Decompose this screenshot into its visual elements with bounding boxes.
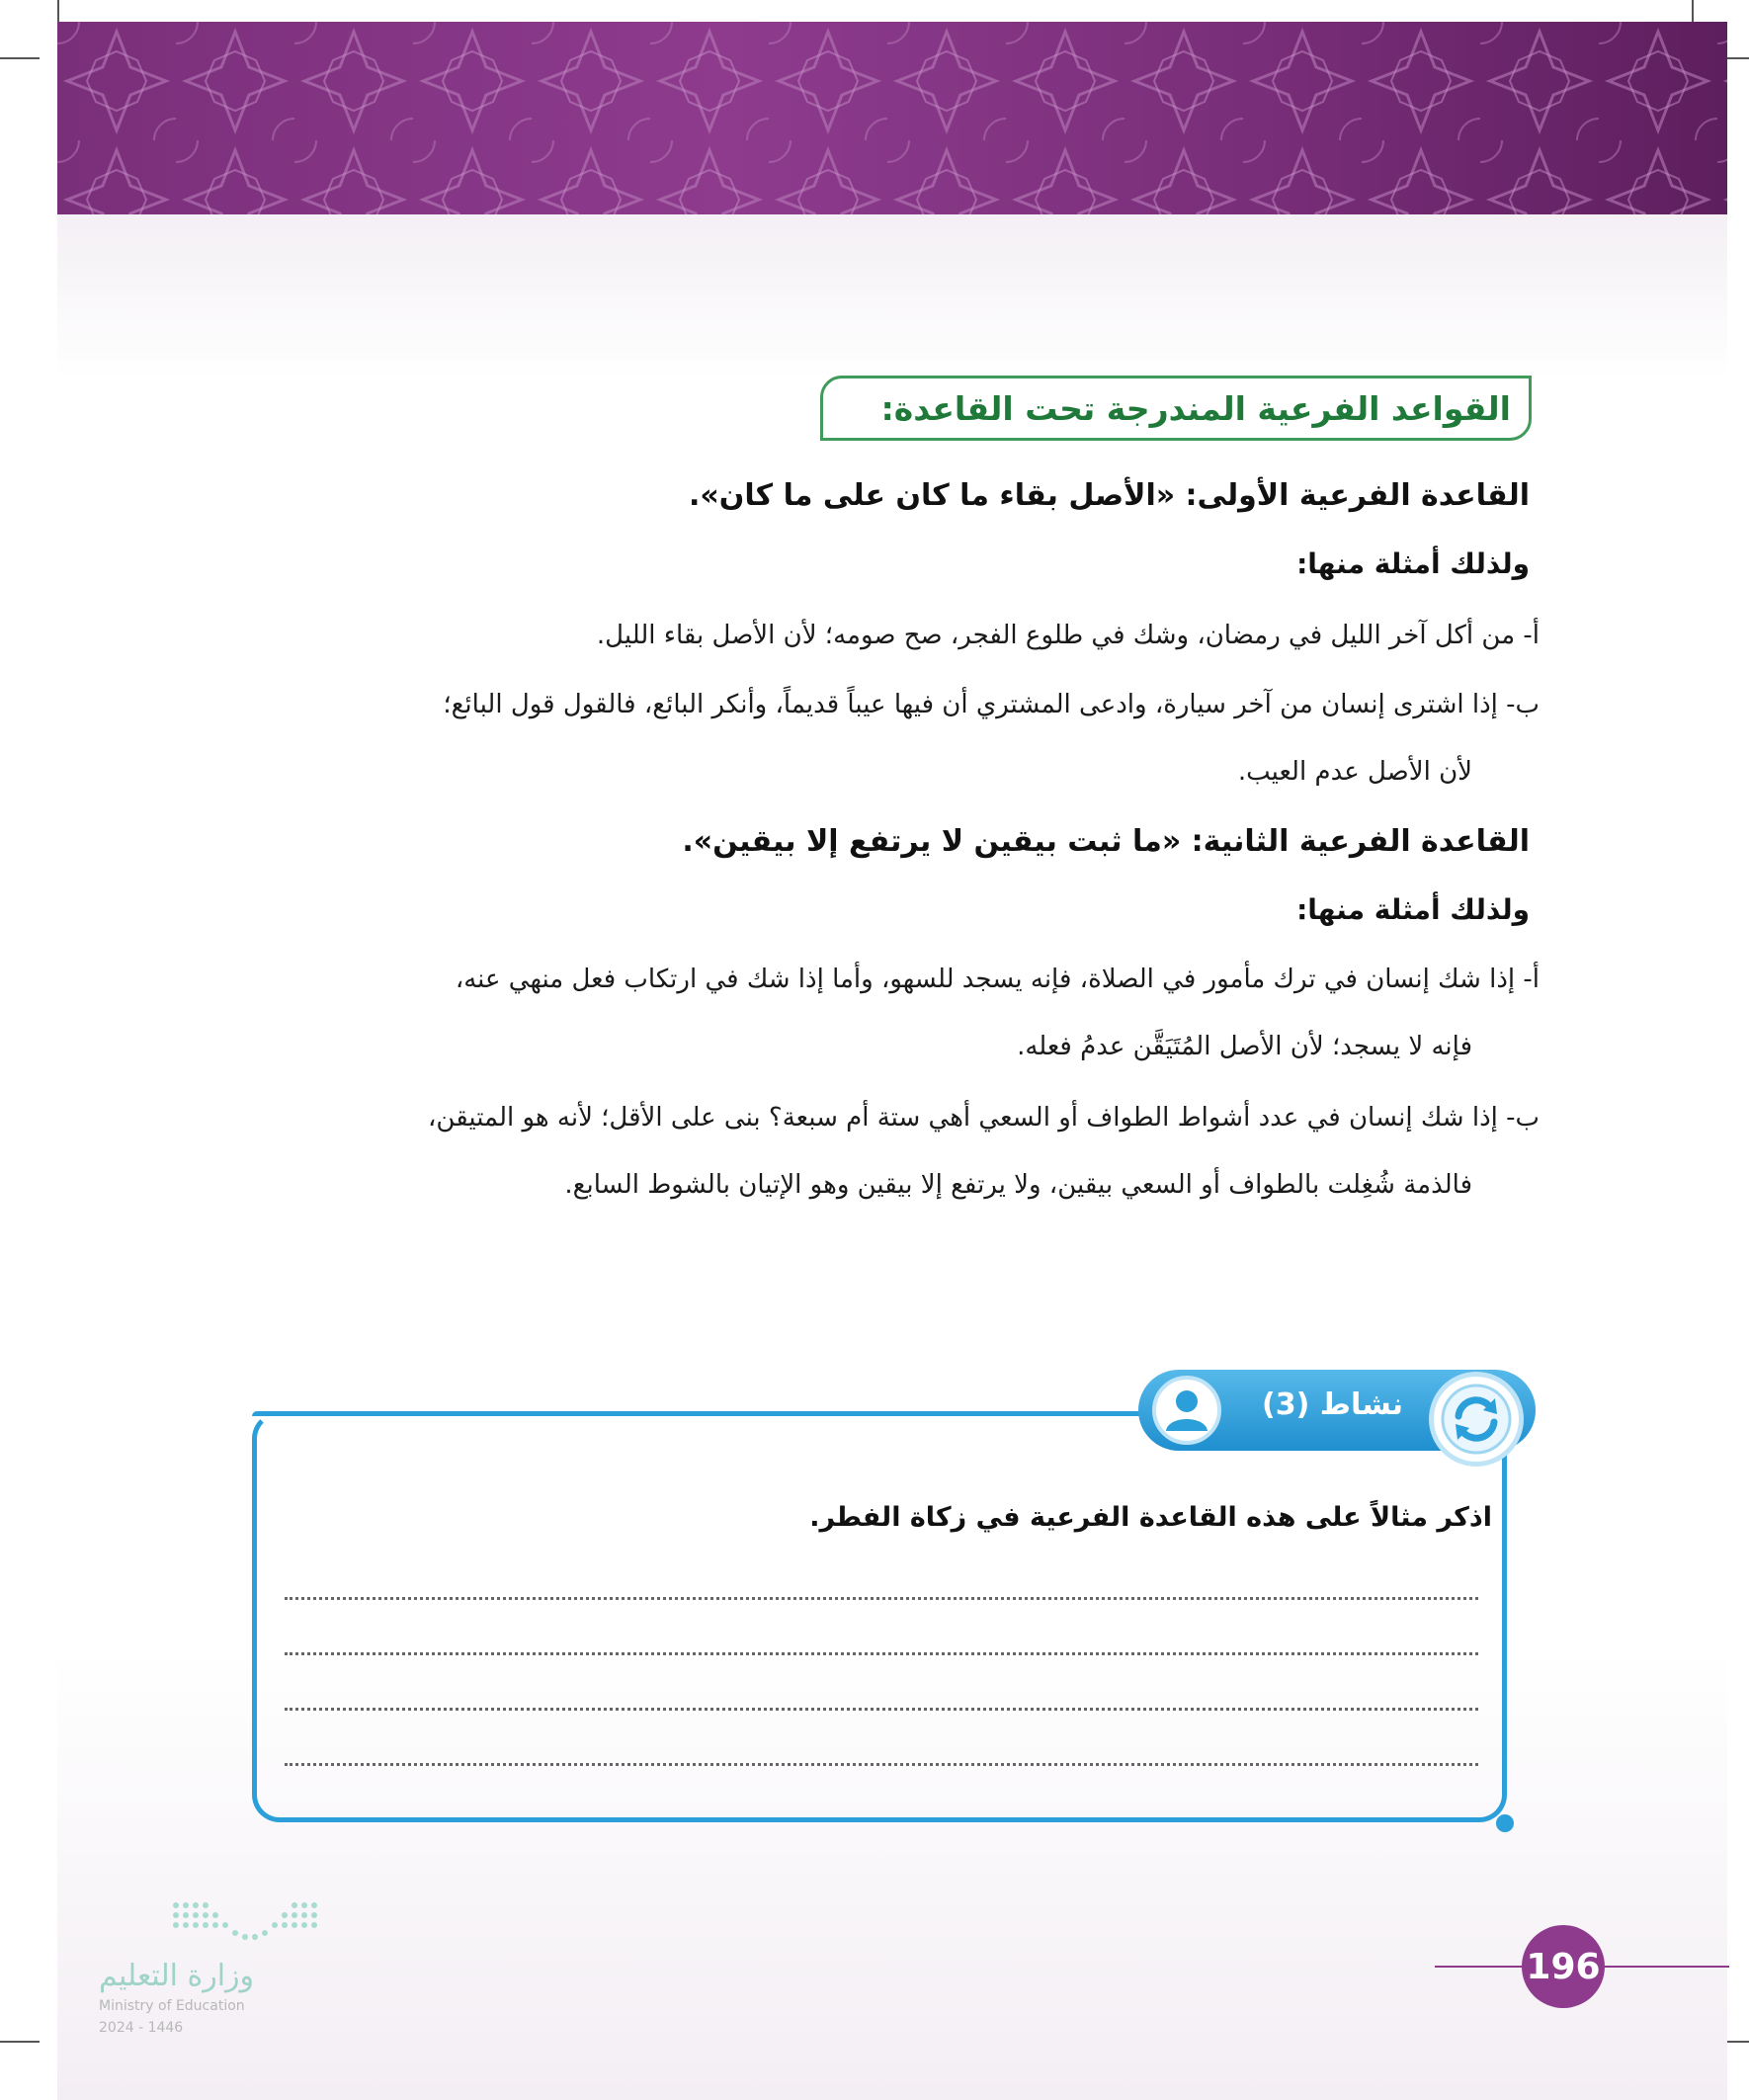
activity-box-end-dot	[1496, 1814, 1514, 1832]
refresh-icon	[1429, 1372, 1524, 1467]
ministry-logo-icon	[170, 1897, 328, 1947]
rule2-example-a-line2: فإنه لا يسجد؛ لأن الأصل المُتَيَقَّن عدمُ فعله.	[1017, 1032, 1472, 1061]
answer-line[interactable]	[285, 1763, 1478, 1766]
rule1-example-a: أ- من أكل آخر الليل في رمضان، وشك في طلوع الفجر، صح صومه؛ لأن الأصل بقاء الليل.	[596, 621, 1540, 650]
activity-box-top-border	[252, 1411, 1191, 1416]
rule1-examples-heading: ولذلك أمثلة منها:	[1296, 547, 1530, 580]
ministry-name-en: Ministry of Education	[99, 1998, 245, 2014]
rule1-example-b-line2: لأن الأصل عدم العيب.	[1237, 757, 1472, 787]
rule1-example-b-line1: ب- إذا اشترى إنسان من آخر سيارة، وادعى المشتري أن فيها عيباً قديماً، وأنكر البائع، فالقول قول البائع؛	[443, 690, 1540, 719]
rule1-heading: القاعدة الفرعية الأولى: «الأصل بقاء ما كان على ما كان».	[689, 478, 1530, 513]
rule2-example-b-line2: فالذمة شُغِلت بالطواف أو السعي بيقين، ولا يرتفع إلا بيقين وهو الإتيان بالشوط السابع.	[564, 1170, 1472, 1200]
page-number-rule-right	[1603, 1966, 1729, 1968]
rule2-example-b-line1: ب- إذا شك إنسان في عدد أشواط الطواف أو السعي أهي ستة أم سبعة؟ بنى على الأقل؛ لأنه هو المتيقن،	[428, 1103, 1540, 1133]
activity-box	[252, 1411, 1507, 1822]
section-title-box	[820, 376, 1532, 441]
ministry-name-ar: وزارة التعليم	[99, 1959, 255, 1993]
person-icon	[1152, 1376, 1221, 1445]
rule2-heading: القاعدة الفرعية الثانية: «ما ثبت بيقين لا يرتفع إلا بيقين».	[682, 824, 1530, 859]
section-title: القواعد الفرعية المندرجة تحت القاعدة:	[880, 388, 1511, 428]
answer-line[interactable]	[285, 1708, 1478, 1711]
answer-line[interactable]	[285, 1652, 1478, 1655]
activity-prompt: اذكر مثالاً على هذه القاعدة الفرعية في زكاة الفطر.	[809, 1502, 1492, 1533]
decorative-banner	[57, 22, 1727, 214]
ministry-year: 2024 - 1446	[99, 2020, 184, 2036]
answer-line[interactable]	[285, 1597, 1478, 1600]
page-number-rule-left	[1435, 1966, 1524, 1968]
page-number: 196	[1522, 1925, 1605, 2008]
geometric-pattern	[57, 22, 1727, 214]
rule2-example-a-line1: أ- إذا شك إنسان في ترك مأمور في الصلاة، فإنه يسجد للسهو، وأما إذا شك في ارتكاب فعل منهي عنه،	[455, 965, 1540, 994]
crop-mark	[0, 2041, 40, 2043]
rule2-examples-heading: ولذلك أمثلة منها:	[1296, 893, 1530, 926]
activity-label: نشاط (3)	[1262, 1387, 1403, 1422]
crop-mark	[0, 57, 40, 59]
